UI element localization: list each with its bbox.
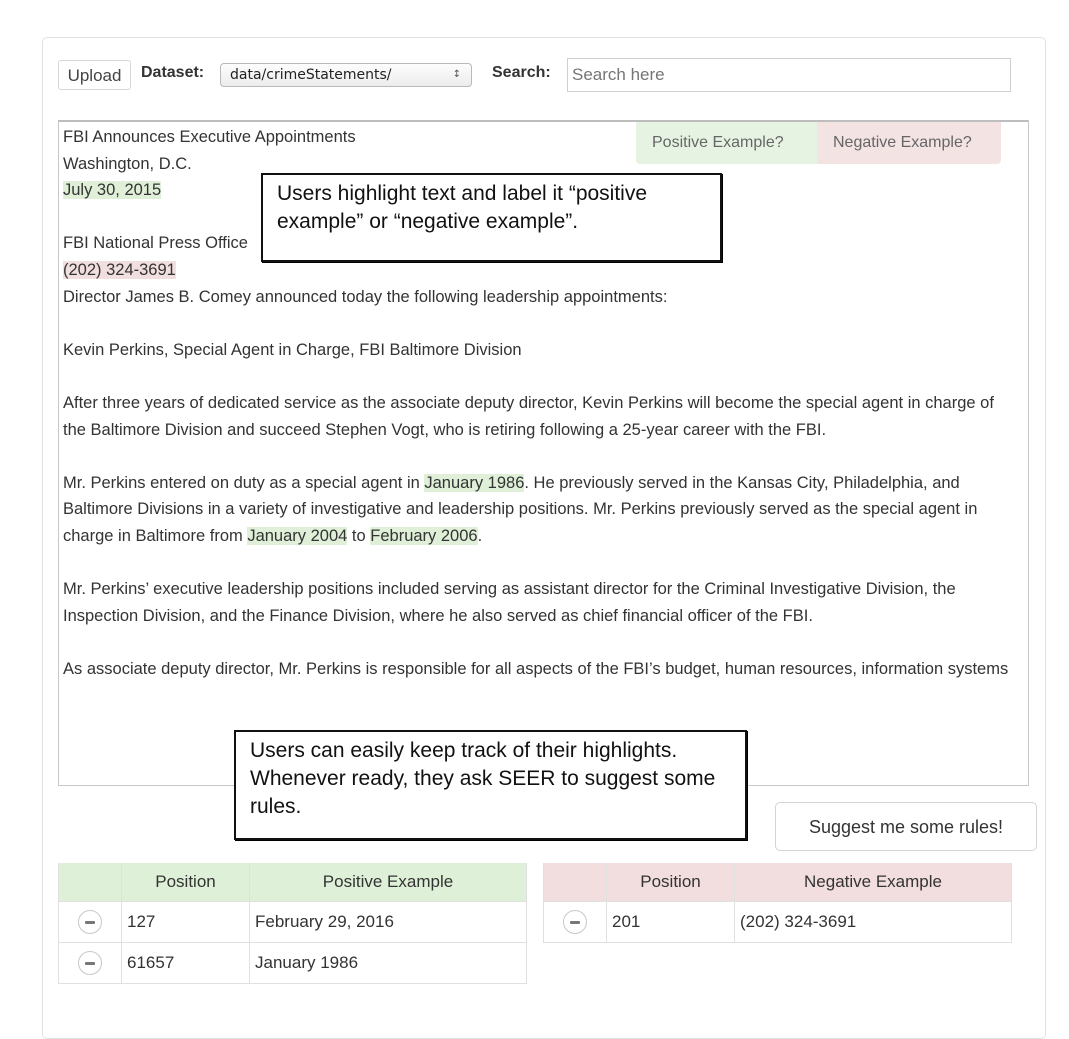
annotation-callout: Users can easily keep track of their highlights. Whenever ready, they ask SEER to suggest some rules. — [234, 730, 747, 840]
doc-paragraph: Mr. Perkins entered on duty as a special agent in January 1986. He previously served in the Kansas City, Philadelphia, and Baltimore Divisions in a variety of investigative and leadership positions. Mr. Perkins previously served as the special agent in charge in Baltimore from January 2004 to February 2006. — [63, 473, 978, 545]
table-row — [59, 902, 527, 943]
position-cell: 201 — [607, 902, 735, 943]
doc-paragraph: Mr. Perkins’ executive leadership positions included serving as assistant director for the Criminal Investigative Division, the Inspection Division, and the Finance Division, where he also served as chief financial officer of the FBI. — [63, 580, 956, 625]
column-header-example: Positive Example — [250, 863, 527, 902]
dataset-select-value: data/crimeStatements/ — [230, 67, 392, 83]
select-arrows-icon: ↕ — [452, 69, 461, 80]
highlight-positive[interactable]: February 2006 — [370, 526, 478, 545]
remove-icon[interactable] — [563, 910, 587, 934]
table-row — [59, 943, 527, 984]
positive-example-button[interactable]: Positive Example? — [636, 122, 817, 164]
search-input[interactable] — [567, 58, 1011, 92]
column-header-example: Negative Example — [735, 863, 1012, 902]
example-cell: February 29, 2016 — [250, 902, 527, 943]
position-cell: 61657 — [122, 943, 250, 984]
highlight-positive[interactable]: January 1986 — [424, 473, 525, 492]
remove-icon[interactable] — [78, 910, 102, 934]
column-header-position: Position — [607, 863, 735, 902]
annotation-callout: Users highlight text and label it “positive example” or “negative example”. — [261, 173, 722, 262]
doc-press-office: FBI National Press Office — [63, 234, 248, 253]
negative-examples-table — [543, 863, 1012, 943]
highlight-positive[interactable]: July 30, 2015 — [63, 181, 162, 200]
position-cell: 127 — [122, 902, 250, 943]
highlight-negative[interactable]: (202) 324-3691 — [63, 260, 176, 279]
search-label: Search: — [492, 64, 551, 81]
column-header — [59, 863, 122, 902]
label-button-group — [636, 122, 1001, 164]
doc-director: Director James B. Comey announced today the following leadership appointments: — [63, 287, 668, 306]
dataset-label: Dataset: — [141, 64, 205, 81]
doc-title: FBI Announces Executive Appointments — [63, 128, 356, 146]
doc-paragraph: After three years of dedicated service as the associate deputy director, Kevin Perkins will become the special agent in charge of the Baltimore Division and succeed Stephen Vogt, who is retiring following a 25-year career with the FBI. — [63, 393, 994, 439]
table-row — [544, 902, 1012, 943]
suggest-rules-button[interactable]: Suggest me some rules! — [775, 802, 1037, 851]
doc-location: Washington, D.C. — [63, 154, 192, 173]
example-cell: (202) 324-3691 — [735, 902, 1012, 943]
column-header — [544, 863, 607, 902]
remove-icon[interactable] — [78, 951, 102, 975]
toolbar — [58, 57, 1018, 93]
upload-button[interactable]: Upload — [58, 60, 131, 90]
highlight-positive[interactable]: January 2004 — [247, 526, 348, 545]
column-header-position: Position — [122, 863, 250, 902]
example-cell: January 1986 — [250, 943, 527, 984]
negative-example-button[interactable]: Negative Example? — [817, 122, 1001, 164]
doc-appointment: Kevin Perkins, Special Agent in Charge, FBI Baltimore Division — [63, 340, 522, 359]
dataset-select[interactable] — [220, 63, 472, 87]
positive-examples-table — [58, 863, 527, 984]
doc-paragraph: As associate deputy director, Mr. Perkins is responsible for all aspects of the FBI’s budget, human resources, information systems — [63, 659, 1009, 678]
